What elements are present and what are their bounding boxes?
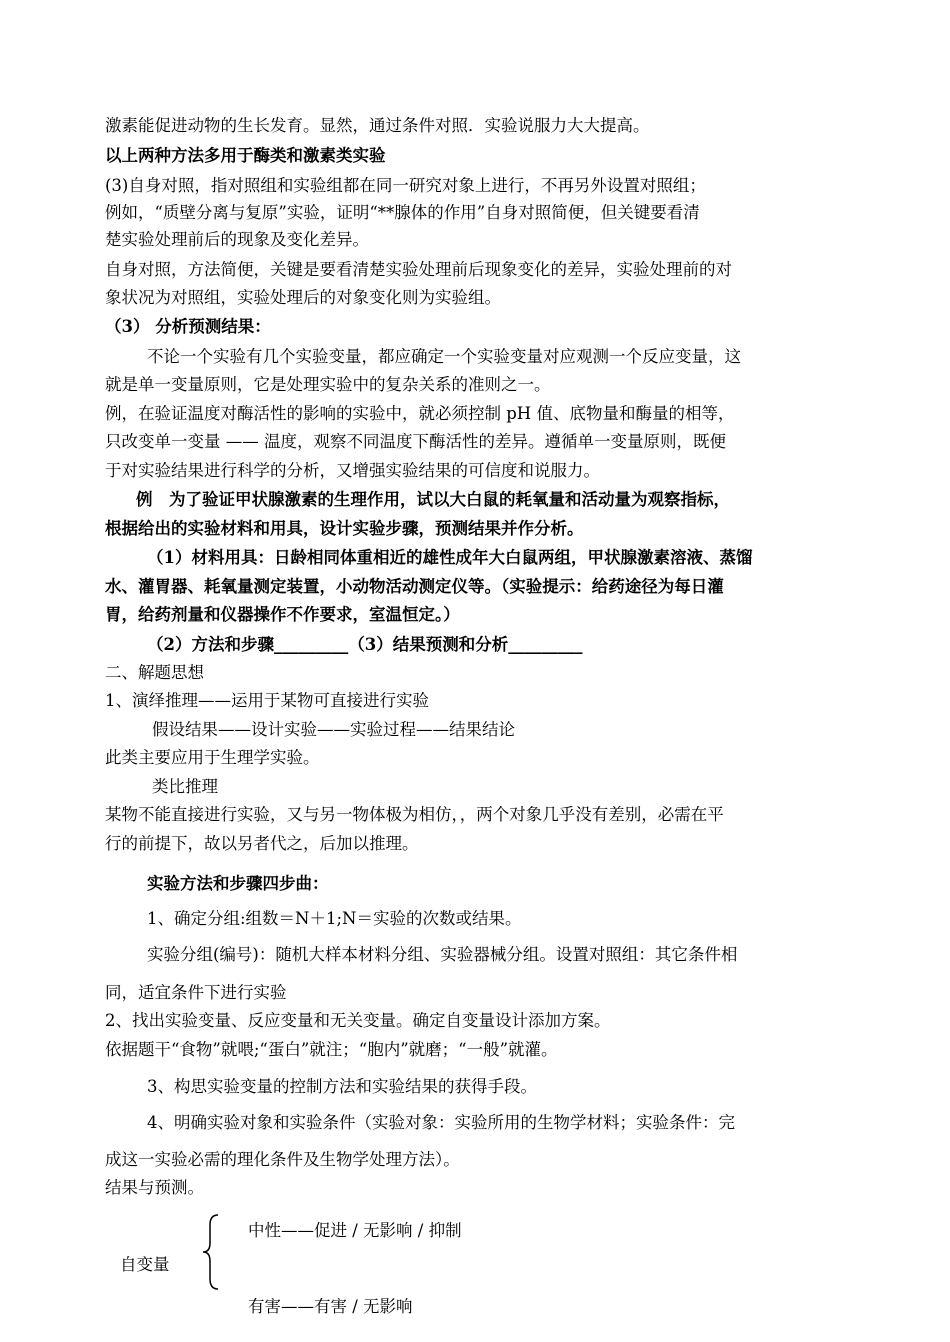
text-line: 不论一个实验有几个实验变量，都应确定一个实验变量对应观测一个反应变量，这: [147, 347, 741, 366]
text-line: 于对实验结果进行科学的分析，又增强实验结果的可信度和说服力。: [105, 461, 600, 480]
text-line: 3、构思实验变量的控制方法和实验结果的获得手段。: [147, 1077, 537, 1096]
text-line: 某物不能直接进行实验，又与另一物体极为相仿，，两个对象几乎没有差别，必需在平: [105, 805, 724, 824]
text-line: 只改变单一变量 —— 温度，观察不同温度下酶活性的差异。遵循单一变量原则，既便: [105, 432, 726, 451]
text-line: 1、确定分组:组数＝N＋1;N＝实验的次数或结果。: [147, 909, 522, 928]
text-line: 1、演绎推理——运用于某物可直接进行实验: [105, 691, 429, 710]
text-line: 假设结果——设计实验——实验过程——结果结论: [152, 720, 515, 739]
text-line: 类比推理: [152, 777, 218, 796]
text-line: 同，适宜条件下进行实验: [105, 983, 287, 1002]
section-heading: 二、解题思想: [105, 663, 204, 682]
example-line: （2）方法和步骤_________（3）结果预测和分析_________: [147, 635, 583, 654]
section-heading: （3） 分析预测结果：: [105, 317, 271, 336]
text-line: 实验分组(编号)：随机大样本材料分组、实验器械分组。设置对照组：其它条件相: [147, 945, 738, 964]
diagram-lower-branch: 有害——有害 / 无影响: [248, 1297, 413, 1316]
text-line: 象状况为对照组，实验处理后的对象变化则为实验组。: [105, 288, 501, 307]
text-line: 依据题干“食物”就喂;“蛋白”就注；“胞内”就磨；“一般”就灌。: [105, 1040, 558, 1059]
text-line: 行的前提下，故以另者代之，后加以推理。: [105, 834, 419, 853]
text-line: 此类主要应用于生理学实验。: [105, 748, 320, 767]
text-line: 例，在验证温度对酶活性的影响的实验中，就必须控制 pH 值、底物量和酶量的相等，: [105, 404, 735, 423]
text-line: 结果与预测。: [105, 1178, 204, 1197]
example-line: 根据给出的实验材料和用具，设计实验步骤，预测结果并作分析。: [105, 519, 584, 538]
example-line: 水、灌胃器、耗氧量测定装置，小动物活动测定仪等。（实验提示：给药途径为每日灌: [105, 577, 724, 596]
text-line: 2、找出实验变量、反应变量和无关变量。确定自变量设计添加方案。: [105, 1011, 611, 1030]
text-line: 激素能促进动物的生长发育。显然，通过条件对照．实验说服力大大提高。: [105, 116, 650, 135]
diagram-upper-branch: 中性——促进 / 无影响 / 抑制: [248, 1221, 462, 1240]
text-line: 就是单一变量原则，它是处理实验中的复杂关系的准则之一。: [105, 375, 551, 394]
text-line: 楚实验处理前后的现象及变化差异。: [105, 230, 369, 249]
example-line: （1）材料用具：日龄相同体重相近的雄性成年大白鼠两组，甲状腺激素溶液、蒸馏: [147, 548, 753, 567]
diagram-label: 自变量: [120, 1255, 170, 1274]
example-line: 胃，给药剂量和仪器操作不作要求，室温恒定。）: [105, 605, 460, 624]
text-line: 4、明确实验对象和实验条件（实验对象：实验所用的生物学材料；实验条件：完: [147, 1113, 735, 1132]
example-line: 例 为了验证甲状腺激素的生理作用，试以大白鼠的耗氧量和活动量为观察指标，: [136, 490, 730, 509]
bold-heading: 实验方法和步骤四步曲：: [147, 874, 329, 893]
curly-brace-icon: [200, 1213, 222, 1291]
text-line: 成这一实验必需的理化条件及生物学处理方法）。: [105, 1150, 460, 1169]
bold-heading: 以上两种方法多用于酶类和激素类实验: [105, 146, 386, 165]
text-line: (3)自身对照，指对照组和实验组都在同一研究对象上进行，不再另外设置对照组；: [105, 176, 706, 195]
text-line: 例如，“质壁分离与复原”实验，证明“**腺体的作用”自身对照简便，但关键要看清: [105, 203, 700, 222]
text-line: 自身对照，方法简便，关键是要看清楚实验处理前后现象变化的差异，实验处理前的对: [105, 260, 732, 279]
